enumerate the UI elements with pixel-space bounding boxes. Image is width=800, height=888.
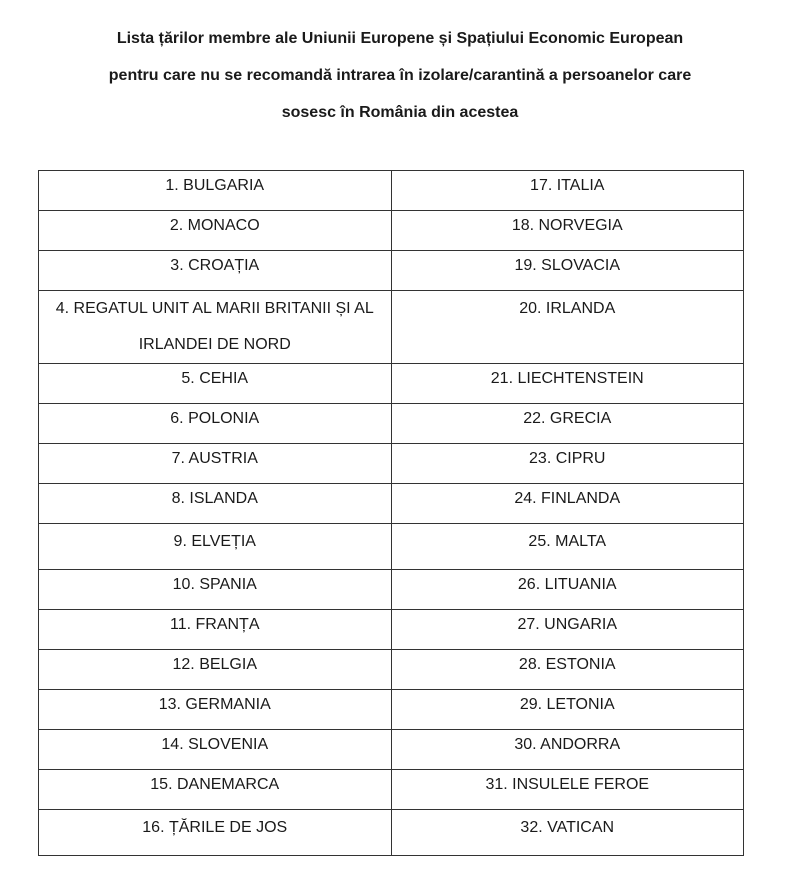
- country-cell-right: 25. MALTA: [391, 524, 744, 570]
- country-cell-left: 3. CROAȚIA: [39, 251, 392, 291]
- country-cell-left: 5. CEHIA: [39, 364, 392, 404]
- table-row: [39, 251, 744, 291]
- country-cell-right: 21. LIECHTENSTEIN: [391, 364, 744, 404]
- country-cell-right: 18. NORVEGIA: [391, 211, 744, 251]
- table-row: [39, 291, 744, 364]
- country-cell-right: 22. GRECIA: [391, 404, 744, 444]
- document-title: [40, 20, 760, 131]
- country-cell-left: 6. POLONIA: [39, 404, 392, 444]
- table-row: [39, 444, 744, 484]
- table-row: [39, 690, 744, 730]
- country-cell-right: 32. VATICAN: [391, 810, 744, 856]
- country-cell-left: 4. REGATUL UNIT AL MARII BRITANII ȘI AL IRLANDEI DE NORD: [39, 291, 392, 364]
- country-cell-right: 30. ANDORRA: [391, 730, 744, 770]
- country-cell-left: 13. GERMANIA: [39, 690, 392, 730]
- country-cell-left: 9. ELVEȚIA: [39, 524, 392, 570]
- table-row: [39, 730, 744, 770]
- title-line-1: Lista țărilor membre ale Uniunii Europene și Spațiului Economic European: [116, 30, 684, 47]
- table-row: [39, 610, 744, 650]
- table-row: [39, 810, 744, 856]
- country-cell-right: 17. ITALIA: [391, 171, 744, 211]
- table-row: [39, 211, 744, 251]
- country-cell-right: 23. CIPRU: [391, 444, 744, 484]
- country-cell-left: 2. MONACO: [39, 211, 392, 251]
- country-cell-left: 16. ȚĂRILE DE JOS: [39, 810, 392, 856]
- table-row: [39, 650, 744, 690]
- title-line-3: sosesc în România din acestea: [281, 104, 519, 121]
- country-cell-right: 28. ESTONIA: [391, 650, 744, 690]
- table-row: [39, 364, 744, 404]
- country-cell-left: 1. BULGARIA: [39, 171, 392, 211]
- country-cell-left: 10. SPANIA: [39, 570, 392, 610]
- country-cell-right: 26. LITUANIA: [391, 570, 744, 610]
- country-cell-right: 27. UNGARIA: [391, 610, 744, 650]
- country-cell-right: 20. IRLANDA: [391, 291, 744, 364]
- country-cell-left: 11. FRANȚA: [39, 610, 392, 650]
- title-line-2: pentru care nu se recomandă intrarea în izolare/carantină a persoanelor care: [108, 67, 692, 84]
- table-row: [39, 404, 744, 444]
- country-cell-right: 24. FINLANDA: [391, 484, 744, 524]
- country-cell-left: 8. ISLANDA: [39, 484, 392, 524]
- country-cell-left: 7. AUSTRIA: [39, 444, 392, 484]
- table-row: [39, 570, 744, 610]
- country-cell-left: 12. BELGIA: [39, 650, 392, 690]
- countries-table: [38, 170, 744, 856]
- table-row: [39, 524, 744, 570]
- table-row: [39, 770, 744, 810]
- country-cell-right: 31. INSULELE FEROE: [391, 770, 744, 810]
- country-cell-right: 19. SLOVACIA: [391, 251, 744, 291]
- country-cell-left: 14. SLOVENIA: [39, 730, 392, 770]
- table-row: [39, 171, 744, 211]
- table-row: [39, 484, 744, 524]
- country-cell-right: 29. LETONIA: [391, 690, 744, 730]
- country-cell-left: 15. DANEMARCA: [39, 770, 392, 810]
